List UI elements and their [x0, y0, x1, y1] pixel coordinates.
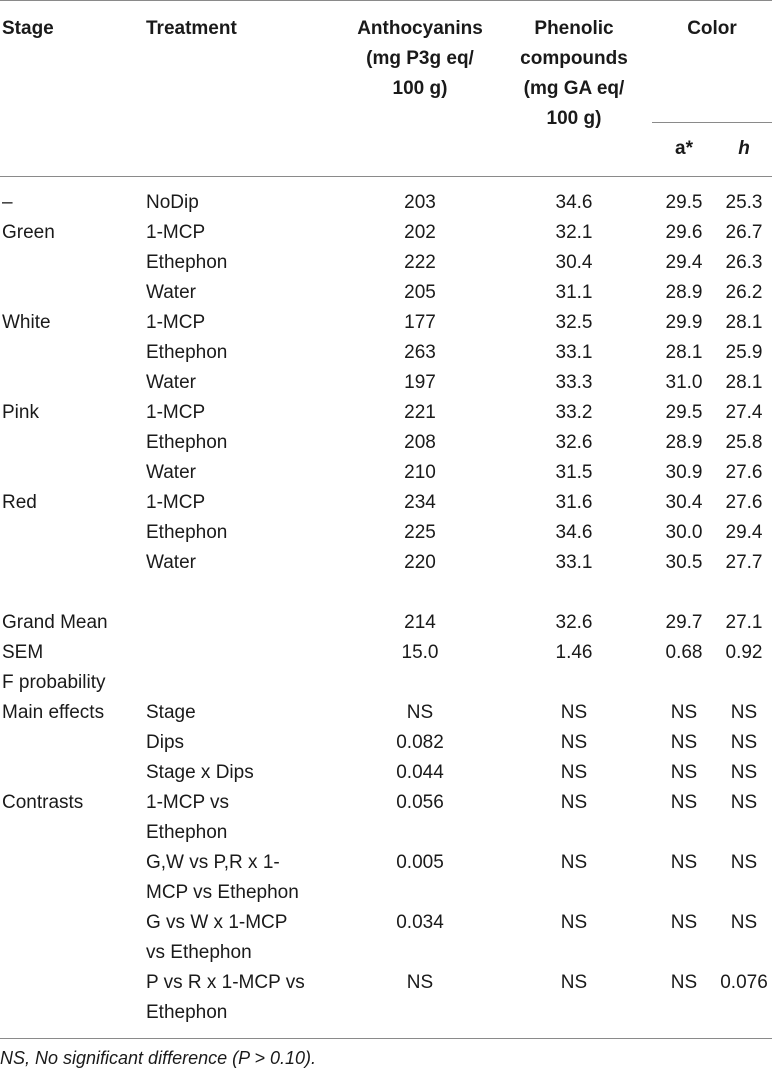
- cell-h: 0.92: [725, 642, 763, 663]
- cell-h: 27.7: [725, 552, 763, 573]
- cell-h: NS: [730, 762, 758, 783]
- cell-a-star: 28.1: [665, 342, 703, 363]
- cell-a-star: 29.5: [665, 192, 703, 213]
- cell-anthocyanins: 0.056: [396, 792, 444, 813]
- cell-phenolic: 33.1: [555, 552, 593, 573]
- cell-treatment: G,W vs P,R x 1-: [146, 852, 280, 873]
- table-top-rule: [0, 0, 772, 1]
- cell-anthocyanins: 203: [404, 192, 436, 213]
- cell-a-star: 30.9: [665, 462, 703, 483]
- cell-stage: Green: [2, 222, 55, 243]
- cell-treatment: 1-MCP: [146, 312, 206, 333]
- cell-a-star: 29.6: [665, 222, 703, 243]
- cell-treatment: MCP vs Ethephon: [146, 882, 299, 903]
- cell-treatment: P vs R x 1-MCP vs: [146, 972, 305, 993]
- cell-anthocyanins: NS: [406, 702, 434, 723]
- cell-anthocyanins: 177: [404, 312, 436, 333]
- cell-anthocyanins: 234: [404, 492, 436, 513]
- cell-treatment: G vs W x 1-MCP: [146, 912, 288, 933]
- header-treatment: Treatment: [146, 18, 237, 39]
- cell-h: 26.2: [725, 282, 763, 303]
- cell-h: NS: [730, 702, 758, 723]
- cell-h: 29.4: [725, 522, 763, 543]
- cell-phenolic: 32.6: [555, 432, 593, 453]
- header-stage: Stage: [2, 18, 54, 39]
- cell-h: 28.1: [725, 312, 763, 333]
- cell-stage: White: [2, 312, 51, 333]
- cell-a-star: 29.5: [665, 402, 703, 423]
- cell-phenolic: 34.6: [555, 192, 593, 213]
- header-a-star: a*: [675, 138, 693, 159]
- cell-treatment: Stage: [146, 702, 196, 723]
- cell-a-star: 0.68: [665, 642, 703, 663]
- cell-anthocyanins: 214: [404, 612, 436, 633]
- cell-a-star: NS: [670, 702, 698, 723]
- cell-treatment: NoDip: [146, 192, 199, 213]
- cell-anthocyanins: 225: [404, 522, 436, 543]
- cell-anthocyanins: 197: [404, 372, 436, 393]
- table-bottom-rule: [0, 1038, 772, 1039]
- cell-a-star: 29.9: [665, 312, 703, 333]
- cell-h: NS: [730, 912, 758, 933]
- cell-treatment: Water: [146, 372, 196, 393]
- cell-treatment: Stage x Dips: [146, 762, 254, 783]
- cell-a-star: 28.9: [665, 282, 703, 303]
- cell-stage: F probability: [2, 672, 106, 693]
- header-h: h: [738, 138, 750, 159]
- color-subheader-rule: [652, 122, 772, 123]
- cell-stage: Pink: [2, 402, 39, 423]
- cell-treatment: Ethephon: [146, 342, 228, 363]
- cell-phenolic: 33.3: [555, 372, 593, 393]
- cell-treatment: vs Ethephon: [146, 942, 252, 963]
- cell-stage: Grand Mean: [2, 612, 108, 633]
- cell-treatment: 1-MCP: [146, 222, 206, 243]
- cell-h: 0.076: [720, 972, 768, 993]
- cell-anthocyanins: 205: [404, 282, 436, 303]
- cell-treatment: Ethephon: [146, 1002, 228, 1023]
- header-color: Color: [687, 18, 737, 39]
- cell-h: NS: [730, 732, 758, 753]
- cell-anthocyanins: 210: [404, 462, 436, 483]
- header-anthocyanins-line: 100 g): [392, 78, 448, 99]
- cell-phenolic: 33.2: [555, 402, 593, 423]
- cell-phenolic: 34.6: [555, 522, 593, 543]
- cell-anthocyanins: 0.034: [396, 912, 444, 933]
- cell-phenolic: 32.6: [555, 612, 593, 633]
- cell-stage: SEM: [2, 642, 44, 663]
- cell-phenolic: NS: [560, 912, 588, 933]
- header-phenolic-line: (mg GA eq/: [523, 78, 625, 99]
- cell-a-star: NS: [670, 762, 698, 783]
- footnote: NS, No significant difference (P > 0.10).: [0, 1048, 316, 1068]
- cell-h: 25.8: [725, 432, 763, 453]
- cell-anthocyanins: 15.0: [401, 642, 439, 663]
- cell-h: 28.1: [725, 372, 763, 393]
- cell-a-star: NS: [670, 792, 698, 813]
- cell-phenolic: 31.5: [555, 462, 593, 483]
- cell-anthocyanins: 263: [404, 342, 436, 363]
- cell-phenolic: 32.5: [555, 312, 593, 333]
- cell-phenolic: NS: [560, 702, 588, 723]
- cell-anthocyanins: 0.044: [396, 762, 444, 783]
- header-anthocyanins-line: Anthocyanins: [357, 18, 483, 39]
- cell-a-star: 29.7: [665, 612, 703, 633]
- cell-a-star: 30.5: [665, 552, 703, 573]
- cell-phenolic: 30.4: [555, 252, 593, 273]
- header-phenolic: [486, 14, 662, 134]
- cell-treatment: Ethephon: [146, 522, 228, 543]
- cell-phenolic: 32.1: [555, 222, 593, 243]
- cell-treatment: 1-MCP: [146, 402, 206, 423]
- cell-treatment: Water: [146, 282, 196, 303]
- cell-a-star: NS: [670, 852, 698, 873]
- header-anthocyanins-line: (mg P3g eq/: [366, 48, 474, 69]
- cell-phenolic: 31.6: [555, 492, 593, 513]
- cell-a-star: NS: [670, 912, 698, 933]
- cell-treatment: Water: [146, 462, 196, 483]
- cell-phenolic: NS: [560, 762, 588, 783]
- cell-a-star: 30.0: [665, 522, 703, 543]
- cell-treatment: Ethephon: [146, 252, 228, 273]
- cell-h: 26.7: [725, 222, 763, 243]
- cell-phenolic: 1.46: [555, 642, 593, 663]
- cell-h: 25.9: [725, 342, 763, 363]
- cell-a-star: NS: [670, 972, 698, 993]
- cell-treatment: 1-MCP vs: [146, 792, 230, 813]
- cell-h: 25.3: [725, 192, 763, 213]
- cell-a-star: NS: [670, 732, 698, 753]
- cell-treatment: Dips: [146, 732, 185, 753]
- cell-stage: Main effects: [2, 702, 105, 723]
- cell-h: NS: [730, 852, 758, 873]
- cell-anthocyanins: 0.005: [396, 852, 444, 873]
- cell-stage: Contrasts: [2, 792, 84, 813]
- cell-anthocyanins: 222: [404, 252, 436, 273]
- cell-phenolic: NS: [560, 792, 588, 813]
- cell-h: NS: [730, 792, 758, 813]
- cell-h: 27.6: [725, 462, 763, 483]
- cell-h: 27.4: [725, 402, 763, 423]
- cell-anthocyanins: 202: [404, 222, 436, 243]
- cell-a-star: 28.9: [665, 432, 703, 453]
- cell-h: 27.6: [725, 492, 763, 513]
- cell-anthocyanins: 0.082: [396, 732, 444, 753]
- cell-stage: –: [2, 192, 13, 213]
- cell-stage: Red: [2, 492, 37, 513]
- cell-anthocyanins: 220: [404, 552, 436, 573]
- cell-treatment: Water: [146, 552, 196, 573]
- cell-phenolic: 31.1: [555, 282, 593, 303]
- cell-h: 26.3: [725, 252, 763, 273]
- cell-treatment: Ethephon: [146, 822, 228, 843]
- cell-a-star: 29.4: [665, 252, 703, 273]
- header-bottom-rule: [0, 176, 772, 177]
- cell-anthocyanins: NS: [406, 972, 434, 993]
- header-phenolic-line: 100 g): [546, 108, 602, 129]
- header-phenolic-line: compounds: [520, 48, 628, 69]
- cell-h: 27.1: [725, 612, 763, 633]
- cell-anthocyanins: 208: [404, 432, 436, 453]
- cell-phenolic: NS: [560, 972, 588, 993]
- cell-phenolic: NS: [560, 852, 588, 873]
- cell-phenolic: NS: [560, 732, 588, 753]
- header-phenolic-line: Phenolic: [534, 18, 614, 39]
- cell-a-star: 30.4: [665, 492, 703, 513]
- cell-a-star: 31.0: [665, 372, 703, 393]
- header-anthocyanins: [330, 14, 510, 104]
- cell-treatment: 1-MCP: [146, 492, 206, 513]
- cell-anthocyanins: 221: [404, 402, 436, 423]
- cell-phenolic: 33.1: [555, 342, 593, 363]
- cell-treatment: Ethephon: [146, 432, 228, 453]
